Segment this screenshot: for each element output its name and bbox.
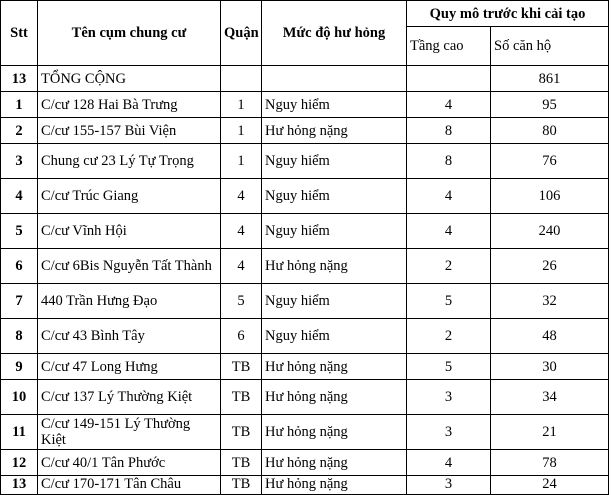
row-name: C/cư 47 Long Hưng bbox=[38, 354, 221, 380]
total-district bbox=[221, 66, 262, 92]
row-damage: Nguy hiểm bbox=[262, 214, 407, 249]
table-row bbox=[1, 284, 609, 319]
row-damage: Hư hỏng nặng bbox=[262, 476, 407, 495]
row-damage: Hư hỏng nặng bbox=[262, 118, 407, 144]
row-district: TB bbox=[221, 450, 262, 476]
row-district: 1 bbox=[221, 144, 262, 179]
table-row bbox=[1, 380, 609, 415]
row-stt: 13 bbox=[1, 476, 38, 495]
row-name: C/cư 43 Bình Tây bbox=[38, 319, 221, 354]
row-stt: 3 bbox=[1, 144, 38, 179]
row-stt: 1 bbox=[1, 92, 38, 118]
row-district: 1 bbox=[221, 118, 262, 144]
row-damage: Hư hỏng nặng bbox=[262, 450, 407, 476]
row-damage: Nguy hiểm bbox=[262, 179, 407, 214]
table-row bbox=[1, 319, 609, 354]
row-stt: 6 bbox=[1, 249, 38, 284]
header-district: Quận bbox=[221, 1, 262, 66]
row-damage: Hư hỏng nặng bbox=[262, 354, 407, 380]
row-units: 48 bbox=[491, 319, 609, 354]
row-floors: 3 bbox=[407, 415, 491, 450]
row-units: 80 bbox=[491, 118, 609, 144]
table-row bbox=[1, 249, 609, 284]
row-district: 4 bbox=[221, 179, 262, 214]
table-row bbox=[1, 354, 609, 380]
table-row bbox=[1, 144, 609, 179]
row-name: C/cư Trúc Giang bbox=[38, 179, 221, 214]
row-stt: 5 bbox=[1, 214, 38, 249]
table-header bbox=[1, 1, 609, 66]
row-district: TB bbox=[221, 476, 262, 495]
row-name: C/cư Vĩnh Hội bbox=[38, 214, 221, 249]
row-name: Chung cư 23 Lý Tự Trọng bbox=[38, 144, 221, 179]
row-stt: 8 bbox=[1, 319, 38, 354]
row-floors: 4 bbox=[407, 450, 491, 476]
row-stt: 11 bbox=[1, 415, 38, 450]
row-stt: 9 bbox=[1, 354, 38, 380]
row-floors: 8 bbox=[407, 144, 491, 179]
table-row bbox=[1, 450, 609, 476]
row-name: 440 Trần Hưng Đạo bbox=[38, 284, 221, 319]
header-stt: Stt bbox=[1, 1, 38, 66]
row-floors: 5 bbox=[407, 284, 491, 319]
row-floors: 4 bbox=[407, 214, 491, 249]
row-units: 76 bbox=[491, 144, 609, 179]
header-damage-level: Mức độ hư hỏng bbox=[262, 1, 407, 66]
row-damage: Nguy hiểm bbox=[262, 92, 407, 118]
header-floors: Tầng cao bbox=[407, 27, 491, 66]
row-damage: Nguy hiểm bbox=[262, 319, 407, 354]
row-district: 6 bbox=[221, 319, 262, 354]
row-units: 30 bbox=[491, 354, 609, 380]
row-name: C/cư 40/1 Tân Phước bbox=[38, 450, 221, 476]
row-floors: 2 bbox=[407, 319, 491, 354]
total-label: TỔNG CỘNG bbox=[38, 66, 221, 92]
row-units: 34 bbox=[491, 380, 609, 415]
row-stt: 4 bbox=[1, 179, 38, 214]
header-name: Tên cụm chung cư bbox=[38, 1, 221, 66]
row-units: 21 bbox=[491, 415, 609, 450]
total-floors bbox=[407, 66, 491, 92]
row-floors: 2 bbox=[407, 249, 491, 284]
row-name: C/cư 149-151 Lý Thường Kiệt bbox=[38, 415, 221, 450]
row-units: 32 bbox=[491, 284, 609, 319]
header-scale-group: Quy mô trước khi cải tạo bbox=[407, 1, 609, 27]
row-units: 24 bbox=[491, 476, 609, 495]
row-floors: 8 bbox=[407, 118, 491, 144]
row-name: C/cư 137 Lý Thường Kiệt bbox=[38, 380, 221, 415]
row-floors: 3 bbox=[407, 476, 491, 495]
total-row bbox=[1, 66, 609, 92]
row-damage: Hư hỏng nặng bbox=[262, 249, 407, 284]
row-name: C/cư 155-157 Bùi Viện bbox=[38, 118, 221, 144]
row-stt: 2 bbox=[1, 118, 38, 144]
table-row bbox=[1, 415, 609, 450]
table-row bbox=[1, 179, 609, 214]
row-floors: 4 bbox=[407, 179, 491, 214]
row-name: C/cư 170-171 Tân Châu bbox=[38, 476, 221, 495]
row-units: 95 bbox=[491, 92, 609, 118]
row-stt: 10 bbox=[1, 380, 38, 415]
row-units: 78 bbox=[491, 450, 609, 476]
table-row bbox=[1, 214, 609, 249]
row-floors: 4 bbox=[407, 92, 491, 118]
header-units: Số căn hộ bbox=[491, 27, 609, 66]
table-row bbox=[1, 476, 609, 495]
row-damage: Nguy hiểm bbox=[262, 144, 407, 179]
total-damage bbox=[262, 66, 407, 92]
row-name: C/cư 6Bis Nguyễn Tất Thành bbox=[38, 249, 221, 284]
row-floors: 3 bbox=[407, 380, 491, 415]
row-district: TB bbox=[221, 415, 262, 450]
table-row bbox=[1, 92, 609, 118]
row-district: TB bbox=[221, 380, 262, 415]
row-district: TB bbox=[221, 354, 262, 380]
row-units: 26 bbox=[491, 249, 609, 284]
row-name: C/cư 128 Hai Bà Trưng bbox=[38, 92, 221, 118]
row-damage: Hư hỏng nặng bbox=[262, 415, 407, 450]
row-units: 240 bbox=[491, 214, 609, 249]
row-district: 5 bbox=[221, 284, 262, 319]
table-row bbox=[1, 118, 609, 144]
row-district: 4 bbox=[221, 249, 262, 284]
row-floors: 5 bbox=[407, 354, 491, 380]
total-stt: 13 bbox=[1, 66, 38, 92]
total-units: 861 bbox=[491, 66, 609, 92]
row-damage: Nguy hiểm bbox=[262, 284, 407, 319]
row-damage: Hư hỏng nặng bbox=[262, 380, 407, 415]
row-district: 1 bbox=[221, 92, 262, 118]
table-body bbox=[1, 66, 609, 495]
row-stt: 12 bbox=[1, 450, 38, 476]
row-units: 106 bbox=[491, 179, 609, 214]
row-stt: 7 bbox=[1, 284, 38, 319]
row-district: 4 bbox=[221, 214, 262, 249]
